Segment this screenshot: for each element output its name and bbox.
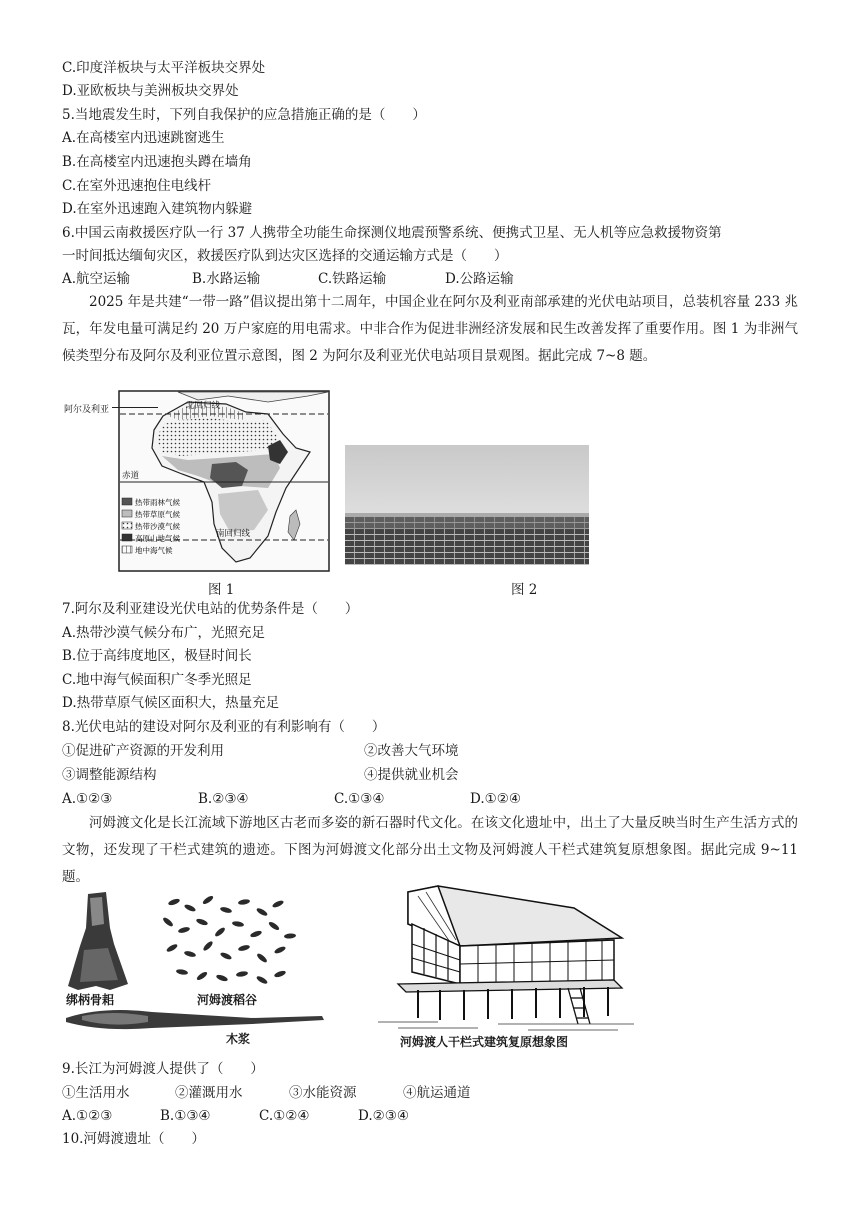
figure-2-solar-farm-photo — [345, 445, 589, 565]
q9-option-a: A.①②③ — [62, 1108, 113, 1124]
q6-options — [62, 268, 514, 290]
q9-option-b: B.①③④ — [160, 1108, 211, 1124]
q9-item: ④航运通道 — [403, 1085, 471, 1101]
bone-spade-image — [68, 892, 128, 990]
rice-grains-image — [162, 895, 296, 986]
q8-option-d: D.①②④ — [470, 791, 521, 807]
q8-option-b: B.②③④ — [198, 791, 249, 807]
legend-item: 热带雨林气候 — [135, 498, 180, 507]
q9-items — [62, 1082, 471, 1104]
q8-option-a: A.①②③ — [62, 791, 113, 807]
q8-item: ①促进矿产资源的开发利用 — [62, 743, 224, 759]
q6-option-d: D.公路运输 — [445, 271, 514, 287]
q5-option-c: C.在室外迅速抱住电线杆 — [62, 178, 212, 194]
q7-stem: 7.阿尔及利亚建设光伏电站的优势条件是（ ） — [62, 601, 359, 617]
legend-item: 高原山地气候 — [135, 534, 180, 543]
q5-option-d: D.在室外迅速跑入建筑物内躲避 — [62, 201, 253, 217]
bone-spade-label: 绑柄骨耜 — [66, 993, 115, 1007]
q8-stem: 8.光伏电站的建设对阿尔及利亚的有利影响有（ ） — [62, 719, 386, 735]
q9-option-c: C.①②④ — [259, 1108, 310, 1124]
q9-options — [62, 1105, 409, 1127]
legend-item: 热带沙漠气候 — [135, 522, 180, 531]
passage-hemudu: 河姆渡文化是长江流域下游地区古老而多姿的新石器时代文化。在该文化遗址中，出土了大量反映当时生产生活方式的文物，还发现了干栏式建筑的遗迹。下图为河姆渡文化部分出土文物及河姆渡人干栏式建筑复原想象图。据此完成 9~11 题。 — [62, 815, 798, 885]
q6-option-b: B.水路运输 — [192, 271, 261, 287]
rice-label: 河姆渡稻谷 — [197, 993, 258, 1007]
paddle-label: 木浆 — [226, 1032, 251, 1046]
q7-option-a: A.热带沙漠气候分布广，光照充足 — [62, 625, 266, 641]
algeria-pointer-line — [112, 407, 158, 409]
q6-option-c: C.铁路运输 — [318, 271, 387, 287]
q5-stem: 5.当地震发生时，下列自我保护的应急措施正确的是（ ） — [62, 107, 426, 123]
q8-option-c: C.①③④ — [334, 791, 385, 807]
passage-solar: 2025 年是共建“一带一路”倡议提出第十二周年，中国企业在阿尔及利亚南部承建的光伏电站项目，总装机容量 233 兆瓦，年发电量可满足约 20 万户家庭的用电需求。中非合作为促进非洲经济发展和民生改善发挥了重要作用。图 1 为非洲气候类型分布及阿尔及利亚位置示意图，图 2 为阿尔及利亚光伏电站项目景观图。据此完成 7~8 题。 — [62, 294, 798, 364]
equator-label: 赤道 — [122, 471, 140, 481]
stilt-house-illustration — [378, 884, 634, 1034]
q5-option-b: B.在高楼室内迅速抱头蹲在墙角 — [62, 154, 252, 170]
q9-option-d: D.②③④ — [358, 1108, 409, 1124]
algeria-label: 阿尔及利亚 — [64, 405, 110, 415]
q8-options — [62, 788, 521, 810]
q10-stem: 10.河姆渡遗址（ ） — [62, 1131, 205, 1147]
figure-1-africa-map — [118, 390, 330, 572]
tropic-north-label: 北回归线 — [186, 401, 221, 411]
figure-3-artifacts — [62, 888, 372, 1063]
q8-item: ③调整能源结构 — [62, 767, 157, 783]
wooden-paddle-image — [66, 1010, 324, 1029]
q8-item: ④提供就业机会 — [364, 767, 459, 783]
q7-option-c: C.地中海气候面积广冬季光照足 — [62, 672, 252, 688]
q9-item: ③水能资源 — [289, 1085, 357, 1101]
stilt-house-label: 河姆渡人干栏式建筑复原想象图 — [400, 1035, 569, 1049]
legend-item: 热带草原气候 — [135, 510, 180, 519]
q6-stem-line2: 一时间抵达缅甸灾区，救援医疗队到达灾区选择的交通运输方式是（ ） — [62, 248, 508, 264]
q9-item: ①生活用水 — [62, 1085, 130, 1101]
q9-item: ②灌溉用水 — [175, 1085, 243, 1101]
q7-option-d: D.热带草原气候区面积大，热量充足 — [62, 695, 280, 711]
q8-items-row2 — [62, 764, 459, 786]
q8-items-row1 — [62, 740, 459, 762]
tropic-south-label: 南回归线 — [216, 529, 251, 539]
q5-option-a: A.在高楼室内迅速跳窗逃生 — [62, 130, 225, 146]
figure-2-caption: 图 2 — [511, 582, 538, 598]
figure-1-caption: 图 1 — [208, 582, 235, 598]
q6-option-a: A.航空运输 — [62, 271, 131, 287]
q7-option-b: B.位于高纬度地区，极昼时间长 — [62, 648, 252, 664]
q4-option-d: D.亚欧板块与美洲板块交界处 — [62, 83, 239, 99]
q4-option-c: C.印度洋板块与太平洋板块交界处 — [62, 60, 266, 76]
legend-item: 地中海气候 — [135, 546, 173, 555]
q6-stem-line1: 6.中国云南救援医疗队一行 37 人携带全功能生命探测仪地震预警系统、便携式卫星、无人机等应急救援物资第 — [62, 225, 722, 241]
q8-item: ②改善大气环境 — [364, 743, 459, 759]
q9-stem: 9.长江为河姆渡人提供了（ ） — [62, 1061, 264, 1077]
